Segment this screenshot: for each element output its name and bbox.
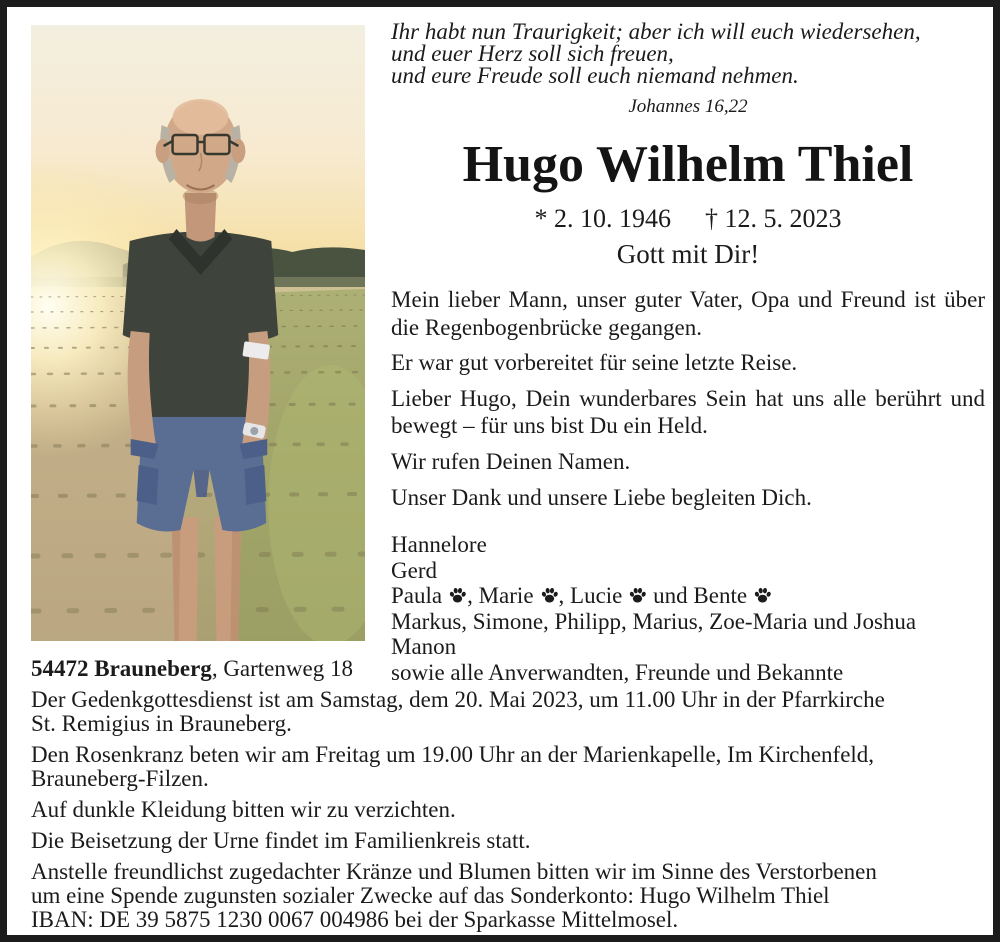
announcement-paragraph: Er war gut vorbereitet für seine letzte Reise. <box>391 350 798 376</box>
announcement-paragraph: Lieber Hugo, Dein wunderbares Sein hat uns alle berührt und bewegt – für uns bist Du ein Held. <box>391 385 985 439</box>
announcement-paragraph: Wir rufen Deinen Namen. <box>391 448 631 474</box>
clothing-note: Auf dunkle Kleidung bitten wir zu verzichten. <box>31 797 456 822</box>
pet-name: Bente <box>693 583 748 609</box>
paw-icon <box>540 587 559 605</box>
donation-note: Anstelle freundlichst zugedachter Kränze und Blumen bitten wir im Sinne des Verstorbenen um eine Spende zugunsten sozialer Zwecke auf das Sonderkonto: Hugo Wilhelm Thiel IBAN: DE 39 5875 1230 0067 004986 bei der Sparkasse Mittelmosel. <box>31 859 877 932</box>
address-city: 54472 Brauneberg <box>31 656 212 681</box>
burial-note: Die Beisetzung der Urne findet im Familienkreis statt. <box>31 828 531 853</box>
rosary-info: Den Rosenkranz beten wir am Freitag um 19.00 Uhr an der Marienkapelle, Im Kirchenfeld, Brauneberg-Filzen. <box>31 742 875 791</box>
announcement-column <box>391 21 985 685</box>
quote-line: und eure Freude soll euch niemand nehmen. <box>391 63 799 88</box>
address-line <box>31 657 983 681</box>
pets-separator: , <box>467 583 479 609</box>
mourner-name: Manon <box>391 634 457 660</box>
quote-line: und euer Herz soll sich freuen, <box>391 41 674 66</box>
mourner-pets-line <box>391 583 985 609</box>
quote-line: Ihr habt nun Traurigkeit; aber ich will euch wiedersehen, <box>391 19 921 44</box>
announcement-paragraph: Mein lieber Mann, unser guter Vater, Opa und Freund ist über die Regenbogenbrücke gegangen. <box>391 287 985 340</box>
service-info: Der Gedenkgottesdienst ist am Samstag, dem 20. Mai 2023, um 11.00 Uhr in der Pfarrkirche St. Remigius in Brauneberg. <box>31 687 885 736</box>
pets-separator: , <box>558 583 571 609</box>
death-date: † 12. 5. 2023 <box>705 204 842 233</box>
pet-name: Paula <box>391 583 443 609</box>
iban-line: IBAN: DE 39 5875 1230 0067 004986 bei der Sparkasse Mittelmosel. <box>31 907 679 932</box>
portrait-photo <box>31 25 365 641</box>
mourner-name: sowie alle Anverwandten, Freunde und Bekannte <box>391 659 844 685</box>
deceased-name: Hugo Wilhelm Thiel <box>462 136 914 193</box>
quote-source: Johannes 16,22 <box>628 96 748 117</box>
mourner-name: Markus, Simone, Philipp, Marius, Zoe-Maria und Joshua <box>391 608 917 634</box>
mourner-name: Gerd <box>391 557 437 583</box>
funeral-details <box>31 657 983 939</box>
paw-icon <box>448 587 467 605</box>
announcement-paragraph: Unser Dank und unsere Liebe begleiten Dich. <box>391 484 812 510</box>
pets-separator: und <box>647 583 694 609</box>
paw-icon <box>753 587 772 605</box>
scripture-quote <box>391 21 985 87</box>
pet-name: Marie <box>478 583 534 609</box>
motto: Gott mit Dir! <box>616 239 760 269</box>
pet-name: Lucie <box>570 583 623 609</box>
life-dates <box>391 204 985 234</box>
announcement-text <box>391 286 985 511</box>
mourner-name: Hannelore <box>391 532 487 558</box>
paw-icon <box>628 587 647 605</box>
birth-date: * 2. 10. 1946 <box>534 204 671 233</box>
address-street: , Gartenweg 18 <box>211 656 353 681</box>
portrait-photo-illustration <box>31 25 365 641</box>
